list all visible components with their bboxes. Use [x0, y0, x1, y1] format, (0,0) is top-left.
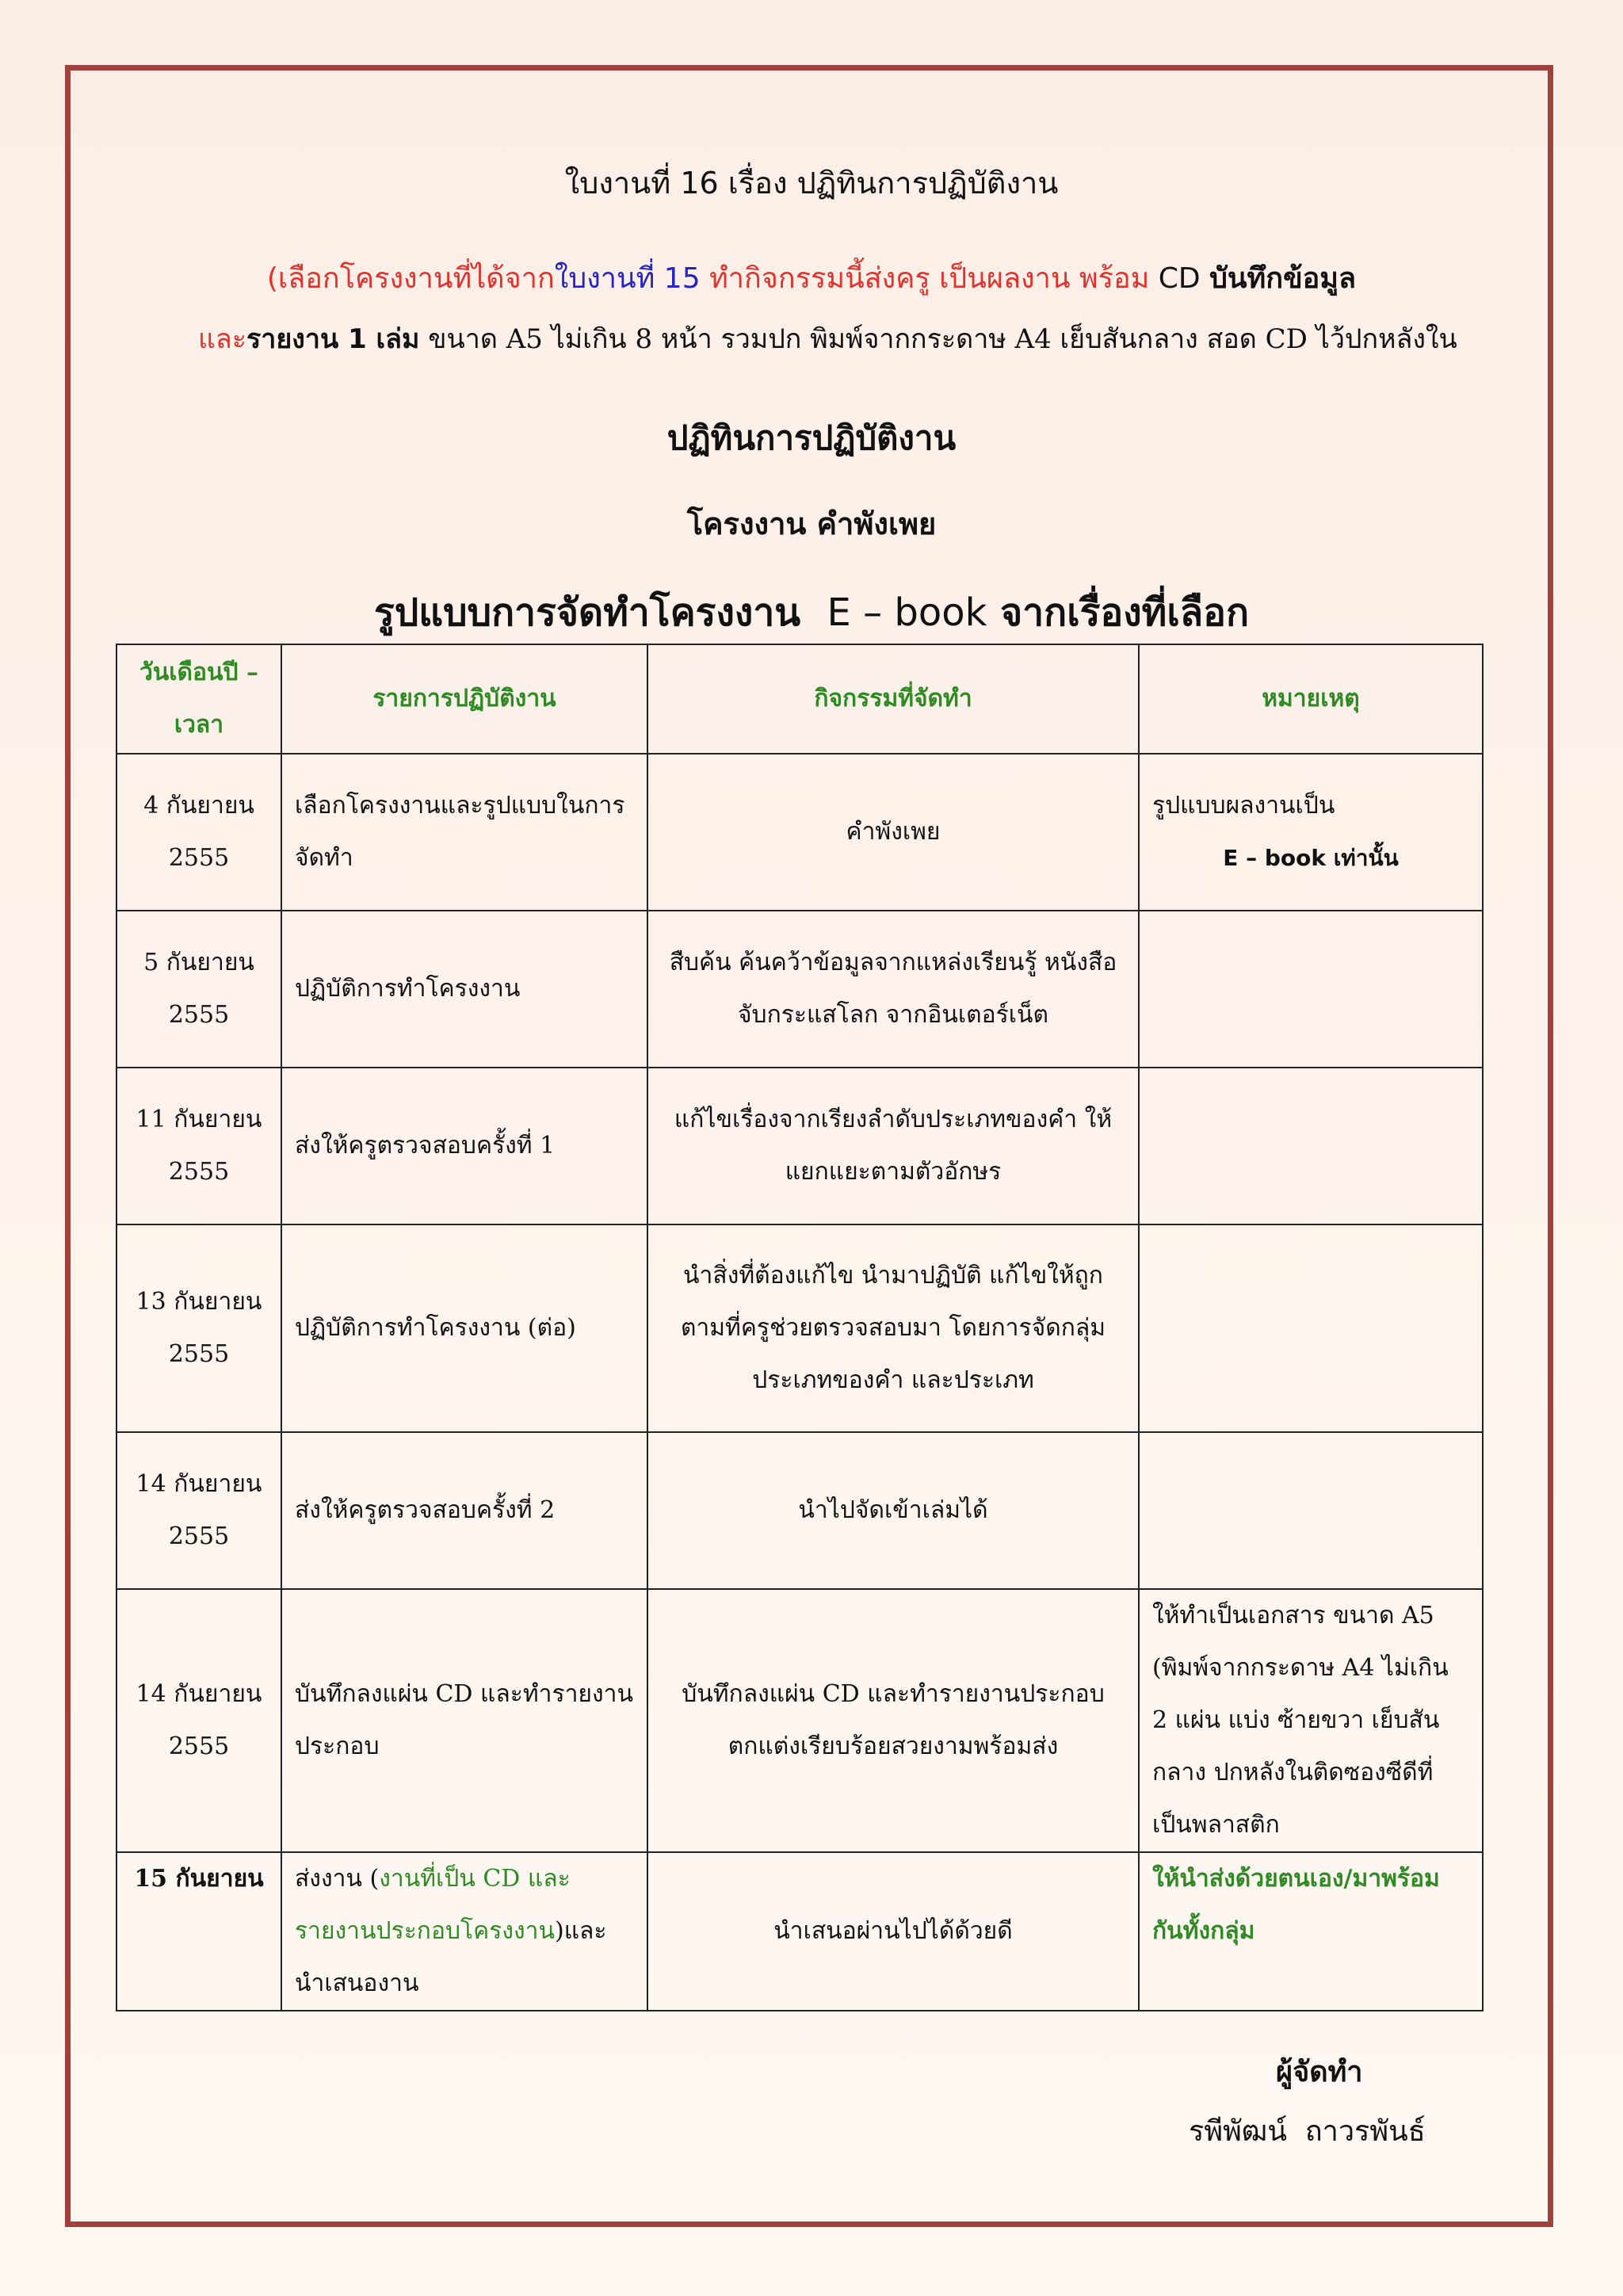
instruction-part-1: (เลือกโครงงานที่ได้จาก [266, 262, 555, 295]
cell-note [1139, 911, 1483, 1068]
cell-activity: นำสิ่งที่ต้องแก้ไข นำมาปฏิบัติ แก้ไขให้ถูกตามที่ครูช่วยตรวจสอบมา โดยการจัดกลุ่มประเภทของคำ และประเภท [647, 1224, 1139, 1432]
cell-activity: นำไปจัดเข้าเล่มได้ [647, 1432, 1139, 1589]
cell-activity: บันทึกลงแผ่น CD และทำรายงานประกอบ ตกแต่งเรียบร้อยสวยงามพร้อมส่ง [647, 1589, 1139, 1852]
calendar-heading: ปฏิทินการปฏิบัติงาน [666, 418, 957, 457]
instruction-part-5: บันทึกข้อมูล [1209, 262, 1357, 295]
signature-title: ผู้จัดทำ [1276, 2055, 1363, 2088]
cell-task: ปฏิบัติการทำโครงงาน (ต่อ) [281, 1224, 647, 1432]
table-row [116, 911, 1483, 1068]
table-header-row [116, 644, 1483, 754]
cell-activity: นำเสนอผ่านไปได้ด้วยดี [647, 1852, 1139, 2011]
cell-task: ปฏิบัติการทำโครงงาน [281, 911, 647, 1068]
cell-task: บันทึกลงแผ่น CD และทำรายงานประกอบ [281, 1589, 647, 1852]
instruction-line-2 [198, 317, 1457, 360]
table-row [116, 1589, 1483, 1852]
cell-activity: แก้ไขเรื่องจากเรียงลำดับประเภทของคำ ให้แยกแยะตามตัวอักษร [647, 1068, 1139, 1224]
instruction-part-4: CD [1158, 262, 1201, 295]
cell-date: 4 กันยายน 2555 [116, 754, 281, 911]
table-row [116, 1224, 1483, 1432]
note-text: รูปแบบผลงานเป็น [1152, 792, 1335, 819]
cell-task: ส่งให้ครูตรวจสอบครั้งที่ 1 [281, 1068, 647, 1224]
cell-date: 14 กันยายน 2555 [116, 1589, 281, 1852]
cell-note [1139, 1068, 1483, 1224]
cell-date: 15 กันยายน [116, 1852, 281, 2011]
cell-note [1139, 754, 1483, 911]
table-row [116, 1852, 1483, 2011]
cell-activity: สืบค้น ค้นคว้าข้อมูลจากแหล่งเรียนรู้ หนังสือ จับกระแสโลก จากอินเตอร์เน็ต [647, 911, 1139, 1068]
instruction-part-3: ทำกิจกรรมนี้ส่งครู เป็นผลงาน พร้อม [709, 262, 1150, 295]
cell-note [1139, 1432, 1483, 1589]
cell-note: ให้ทำเป็นเอกสาร ขนาด A5 (พิมพ์จากกระดาษ A4 ไม่เกิน 2 แผ่น แบ่ง ซ้ายขวา เย็บสันกลาง ปกหลังในติดซองซีดีที่เป็นพลาสติก [1139, 1589, 1483, 1852]
header-task: รายการปฏิบัติงาน [281, 644, 647, 754]
table-row [116, 1432, 1483, 1589]
note-bold-text: E – book เท่านั้น [1223, 845, 1399, 871]
format-heading-main: รูปแบบการจัดทำโครงงาน [373, 590, 801, 635]
instruction-line2-red: และ [198, 323, 247, 355]
instruction-line2-bold: รายงาน 1 เล่ม [246, 323, 420, 355]
task-text-pre: ส่งงาน ( [295, 1865, 380, 1893]
work-plan-table [116, 644, 1484, 2011]
task-text-post: )และนำเสนองาน [295, 1917, 607, 1997]
cell-task: เลือกโครงงานและรูปแบบในการจัดทำ [281, 754, 647, 911]
format-heading [0, 583, 1623, 643]
cell-date: 5 กันยายน 2555 [116, 911, 281, 1068]
cell-date: 11 กันยายน 2555 [116, 1068, 281, 1224]
header-date: วันเดือนปี – เวลา [116, 644, 281, 754]
header-activity: กิจกรรมที่จัดทำ [647, 644, 1139, 754]
format-heading-tail: จากเรื่องที่เลือก [1000, 590, 1250, 635]
cell-task: ส่งให้ครูตรวจสอบครั้งที่ 2 [281, 1432, 647, 1589]
instruction-part-2: ใบงานที่ 15 [554, 262, 701, 295]
project-heading: โครงงาน คำพังเพย [686, 506, 937, 541]
cell-date: 13 กันยายน 2555 [116, 1224, 281, 1432]
table-row [116, 1068, 1483, 1224]
cell-task [281, 1852, 647, 2011]
task-text-green: งานที่เป็น CD และรายงานประกอบโครงงาน [295, 1865, 571, 1945]
table-row [116, 754, 1483, 911]
worksheet-title: ใบงานที่ 16 เรื่อง ปฏิทินการปฏิบัติงาน [564, 166, 1059, 201]
cell-note: ให้นำส่งด้วยตนเอง/มาพร้อมกันทั้งกลุ่ม [1139, 1852, 1483, 2011]
format-heading-ebook: E – book [827, 590, 987, 635]
cell-date: 14 กันยายน 2555 [116, 1432, 281, 1589]
cell-note [1139, 1224, 1483, 1432]
instruction-line-1 [0, 255, 1623, 300]
instruction-line2-rest: ขนาด A5 ไม่เกิน 8 หน้า รวมปก พิมพ์จากกระดาษ A4 เย็บสันกลาง สอด CD ไว้ปกหลังใน [419, 323, 1457, 355]
cell-activity: คำพังเพย [647, 754, 1139, 911]
signature-name: รพีพัฒน์ ถาวรพันธ์ [1189, 2115, 1426, 2148]
header-note: หมายเหตุ [1139, 644, 1483, 754]
